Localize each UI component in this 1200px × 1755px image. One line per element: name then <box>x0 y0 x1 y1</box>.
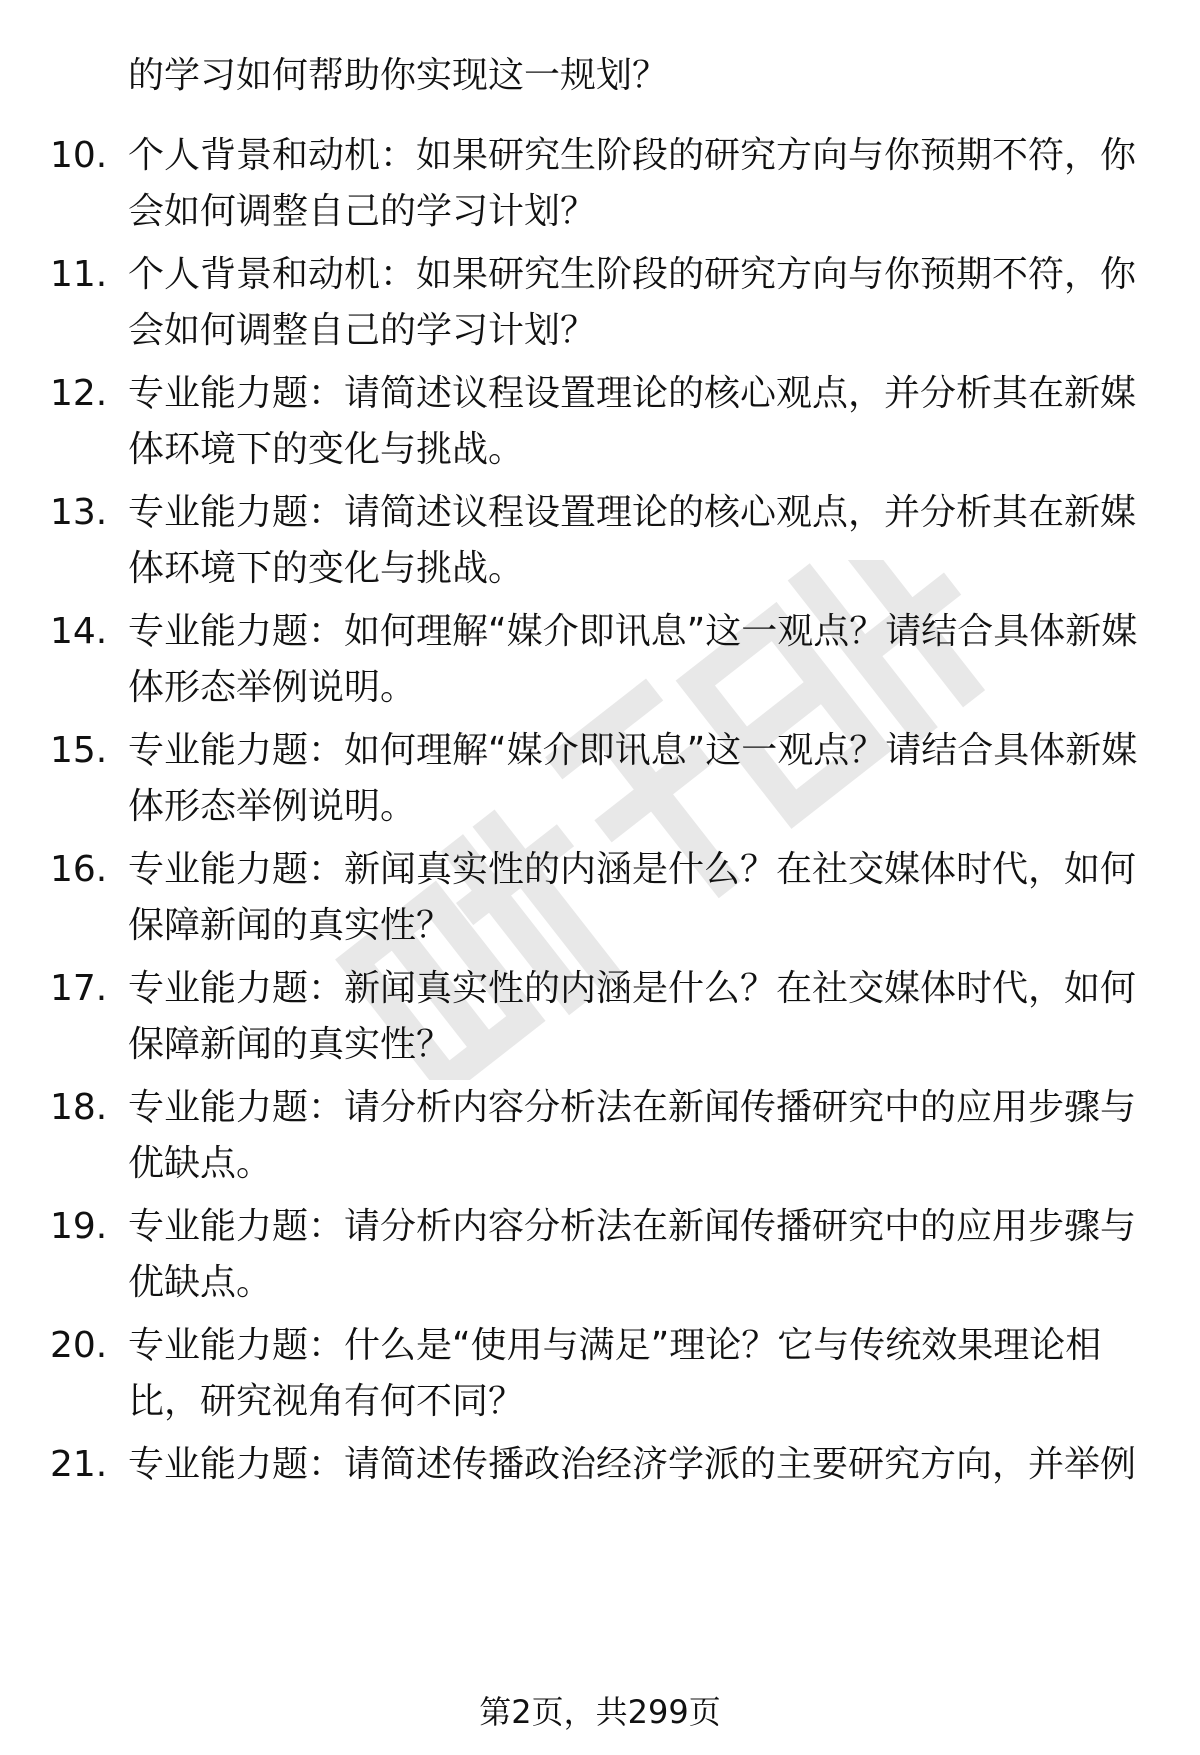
item-number: 11. <box>50 254 108 295</box>
item-text: 专业能力题：如何理解“媒介即讯息”这一观点？请结合具体新媒体形态举例说明。 <box>128 730 1138 827</box>
item-number: 13. <box>50 492 108 533</box>
item-text: 专业能力题：请简述传播政治经济学派的主要研究方向，并举例 <box>128 1444 1137 1485</box>
item-number: 20. <box>50 1325 108 1366</box>
item-number: 19. <box>50 1206 108 1247</box>
item-text: 专业能力题：新闻真实性的内涵是什么？在社交媒体时代，如何保障新闻的真实性？ <box>128 968 1137 1065</box>
item-text: 个人背景和动机：如果研究生阶段的研究方向与你预期不符，你会如何调整自己的学习计划？ <box>128 254 1137 351</box>
item-number: 18. <box>50 1087 108 1128</box>
item-number: 12. <box>50 373 108 414</box>
item-text: 专业能力题：什么是“使用与满足”理论？它与传统效果理论相比，研究视角有何不同？ <box>128 1325 1102 1422</box>
item-text: 专业能力题：请分析内容分析法在新闻传播研究中的应用步骤与优缺点。 <box>128 1206 1137 1303</box>
item-text: 专业能力题：如何理解“媒介即讯息”这一观点？请结合具体新媒体形态举例说明。 <box>128 611 1138 708</box>
item-text: 专业能力题：请简述议程设置理论的核心观点，并分析其在新媒体环境下的变化与挑战。 <box>128 492 1137 589</box>
item-text: 专业能力题：请分析内容分析法在新闻传播研究中的应用步骤与优缺点。 <box>128 1087 1137 1184</box>
continuation-text: 的学习如何帮助你实现这一规划？ <box>128 55 669 96</box>
item-number: 21. <box>50 1444 108 1485</box>
item-text: 个人背景和动机：如果研究生阶段的研究方向与你预期不符，你会如何调整自己的学习计划？ <box>128 135 1137 232</box>
item-number: 17. <box>50 968 108 1009</box>
item-number: 14. <box>50 611 108 652</box>
item-number: 10. <box>50 135 108 176</box>
item-number: 15. <box>50 730 108 771</box>
item-text: 专业能力题：请简述议程设置理论的核心观点，并分析其在新媒体环境下的变化与挑战。 <box>128 373 1137 470</box>
item-text: 专业能力题：新闻真实性的内涵是什么？在社交媒体时代，如何保障新闻的真实性？ <box>128 849 1137 946</box>
page-footer: 第2页，共299页 <box>479 1693 721 1731</box>
item-number: 16. <box>50 849 108 890</box>
